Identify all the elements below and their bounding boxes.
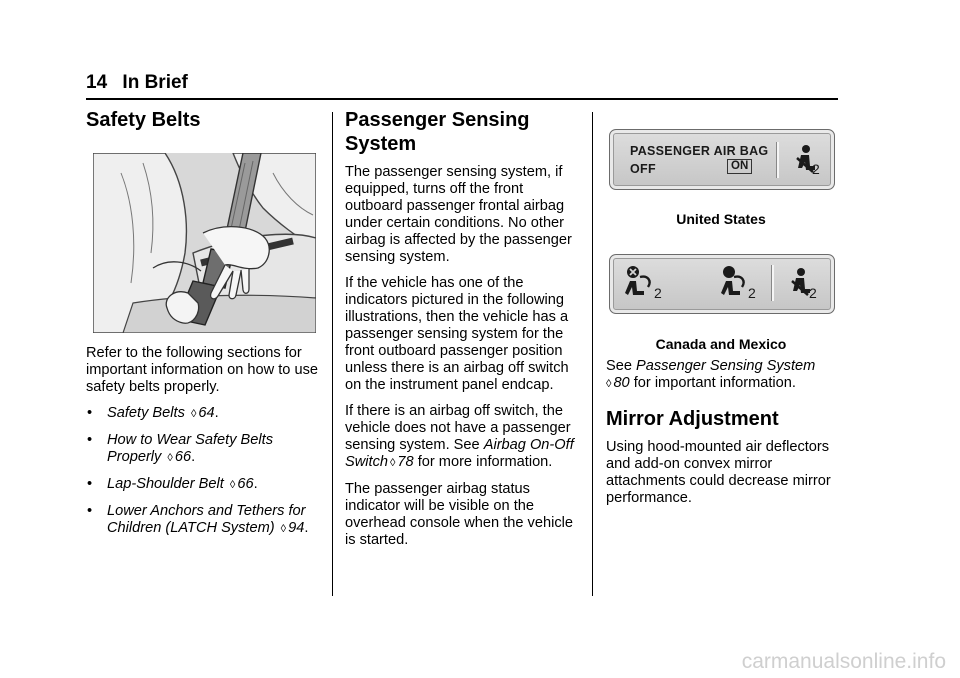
list-item[interactable]: • Lower Anchors and Tethers for Children (LATCH System) ◊ 94. (87, 503, 309, 536)
panel-divider (776, 142, 779, 178)
panel-divider (771, 265, 774, 301)
ref-arrow-icon: ◊ (280, 523, 287, 535)
passenger-sensing-p3 (345, 403, 581, 472)
ref-page: 66 (237, 476, 254, 492)
section-title: In Brief (122, 72, 188, 93)
ref-arrow-icon: ◊ (389, 457, 396, 469)
us-caption: United States (676, 211, 766, 227)
ref-page: 64 (198, 405, 215, 421)
ref-page: 80 (613, 375, 630, 391)
safety-belt-illustration (93, 153, 316, 333)
airbag-switch-ref[interactable]: Airbag On-Off Switch (345, 437, 574, 470)
panel-on-label: ON (727, 159, 752, 174)
seat-number: 2 (809, 285, 818, 301)
passenger-sensing-ref[interactable]: Passenger Sensing System (636, 358, 816, 374)
seat-number: 2 (654, 285, 663, 301)
ref-arrow-icon: ◊ (167, 452, 173, 464)
us-airbag-indicator-panel (609, 129, 835, 190)
mirror-text: Using hood-mounted air deflectors and add-on convex mirror attachments could decrease mirror performance. (606, 439, 831, 506)
bullet: • (87, 476, 93, 492)
seat-number: 2 (748, 285, 757, 301)
safety-belts-heading: Safety Belts (86, 109, 201, 131)
header-rule (86, 98, 838, 100)
p3-post-text: for more information. (417, 454, 553, 470)
ref-arrow-icon: ◊ (606, 378, 612, 390)
safety-belts-ref-list (86, 405, 322, 538)
ref-link-label: Lap-Shoulder Belt (107, 476, 224, 492)
panel-off-label: OFF (630, 162, 656, 176)
safety-belts-text (86, 345, 322, 547)
bullet: • (87, 432, 93, 448)
page-header (86, 72, 188, 94)
safety-belts-intro: Refer to the following sections for important information on how to use safety belts properly. (86, 345, 319, 395)
airbag-on-icon (718, 265, 750, 299)
mirror-heading: Mirror Adjustment (606, 408, 779, 430)
list-item[interactable]: • Safety Belts ◊ 64. (87, 405, 219, 421)
ref-link-label: Safety Belts (107, 405, 185, 421)
list-item[interactable]: • How to Wear Safety Belts Properly ◊ 66. (87, 432, 274, 465)
column-safety-belts (86, 108, 322, 132)
list-item[interactable]: • Lap-Shoulder Belt ◊ 66. (87, 476, 258, 492)
column-divider-1 (332, 112, 333, 596)
passenger-sensing-p1: The passenger sensing system, if equipped, turns off the front outboard passenger frontal airbag under certain conditions. No other airbag is affected by the passenger sensing system. (345, 164, 572, 265)
p3-text: If there is an airbag off switch, the vehicle does not have a passenger sensing system. See (345, 403, 571, 453)
column-indicators-mirror (606, 358, 838, 516)
see-reference (606, 358, 838, 393)
airbag-off-icon (624, 265, 656, 299)
see-post-text: for important information. (633, 375, 796, 391)
passenger-sensing-p4: The passenger airbag status indicator will be visible on the overhead console when the vehicle is started. (345, 481, 573, 548)
ref-page: 78 (397, 454, 414, 470)
passenger-sensing-p2: If the vehicle has one of the indicators pictured in the following illustrations, then the vehicle has a passenger sensing system for the front outboard passenger position unless there is an airbag off switch on the instrument panel endcap. (345, 275, 569, 393)
ref-arrow-icon: ◊ (229, 479, 236, 491)
panel-line1: PASSENGER AIR BAG (630, 144, 769, 158)
ca-airbag-indicator-panel (609, 254, 835, 314)
bullet: • (87, 405, 93, 421)
ref-arrow-icon: ◊ (190, 408, 197, 420)
ref-link-label: Lower Anchors and Tethers for Children (LATCH System) (107, 503, 306, 536)
watermark: carmanualsonline.info (741, 650, 946, 673)
ref-link-label: How to Wear Safety Belts Properly (107, 432, 274, 465)
see-text: See (606, 358, 632, 374)
column-passenger-sensing (345, 108, 581, 558)
ref-page: 66 (174, 449, 192, 465)
seat-number: 2 (812, 161, 821, 177)
ref-page: 94 (288, 520, 305, 536)
ca-caption: Canada and Mexico (655, 336, 787, 352)
passenger-sensing-heading: Passenger Sensing System (345, 109, 530, 155)
page-number: 14 (86, 72, 108, 93)
column-divider-2 (592, 112, 593, 596)
bullet: • (87, 503, 93, 519)
